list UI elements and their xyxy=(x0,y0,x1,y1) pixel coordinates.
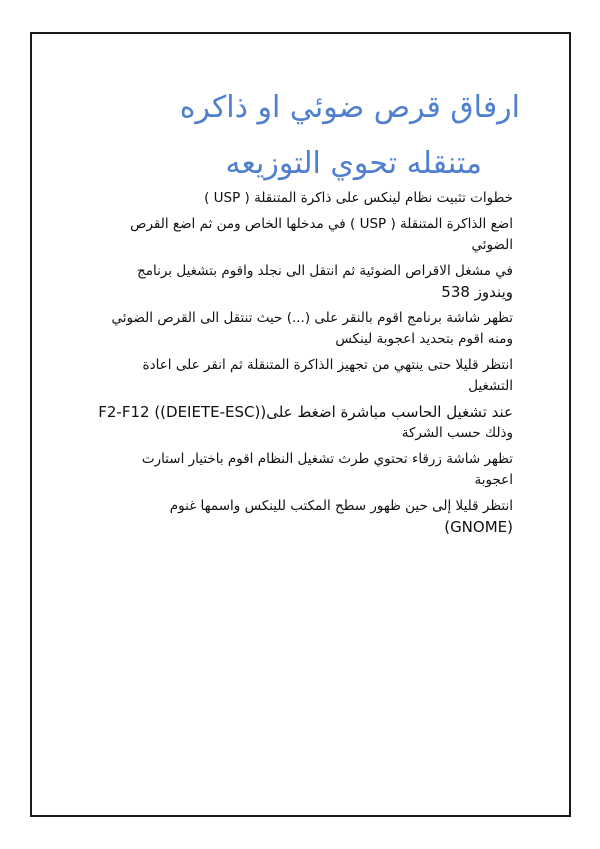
text-line: عند تشغيل الحاسب مباشرة اضغط على((DEIETE-ESC)) F2-F12 xyxy=(98,403,513,421)
title-line: متنقله تحوي التوزيعه xyxy=(225,146,482,181)
title-line: ارفاق قرص ضوئي او ذاكره xyxy=(179,90,520,125)
text-line: (GNOME) xyxy=(444,518,513,536)
text-line: الضوئي xyxy=(471,237,513,253)
text-line: وذلك حسب الشركة xyxy=(401,425,513,441)
text-line: تظهر شاشة زرقاء تحتوي طرث تشغيل النظام اقوم باختيار استارت xyxy=(141,451,513,467)
paragraph-step-select xyxy=(103,308,513,350)
document-body xyxy=(98,188,513,543)
paragraph-step-desktop xyxy=(103,496,513,538)
paragraph-step-insert xyxy=(103,214,513,256)
paragraph-step-boot xyxy=(98,402,513,444)
paragraph-step-intro xyxy=(103,188,513,209)
text-line: تظهر شاشة برنامج اقوم بالنقر على (...) حيث تنتقل الى القرص الضوئي xyxy=(111,310,513,326)
text-line: ويندوز 538 xyxy=(441,283,513,301)
paragraph-step-wait xyxy=(103,355,513,397)
text-line: اضع الذاكرة المتنقلة ( USP ) في مدخلها الخاص ومن ثم اضع القرص xyxy=(130,216,513,232)
paragraph-step-blue-screen xyxy=(103,449,513,491)
text-line: ومنه اقوم بتحديد اعجوبة لينكس xyxy=(335,331,513,347)
text-line: اعجوبة xyxy=(474,472,513,488)
text-line: التشغيل xyxy=(468,378,513,394)
paragraph-step-run xyxy=(103,261,513,303)
text-line: في مشغل الاقراص الضوئية ثم انتقل الى نجلد واقوم بتشغيل برنامج xyxy=(137,263,513,279)
text-line: انتظر قليلا حتى ينتهي من تجهيز الذاكرة المتنقلة ثم انقر على اعادة xyxy=(142,357,513,373)
text-line: خطوات تثبيت نظام لينكس على ذاكرة المتنقلة ( USP ) xyxy=(204,190,513,206)
document-title xyxy=(80,80,520,192)
text-line: انتظر قليلا إلى حين ظهور سطح المكتب للينكس واسمها غنوم xyxy=(169,498,513,514)
